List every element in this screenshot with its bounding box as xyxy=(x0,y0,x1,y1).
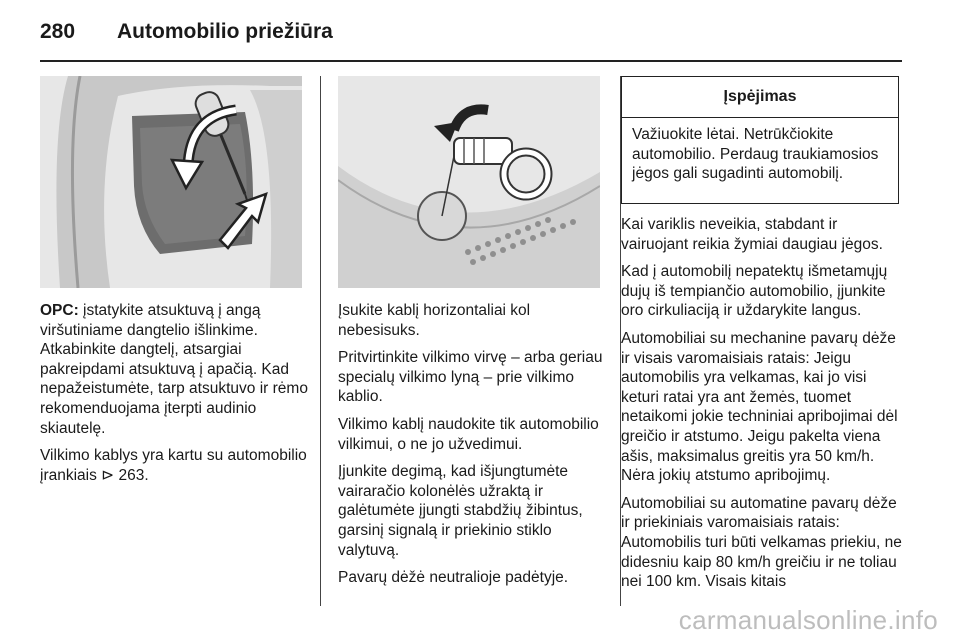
screwdriver-cover-illustration-icon xyxy=(40,76,302,288)
paragraph: Įsukite kablį horizontaliai kol nebesisuks. xyxy=(338,302,531,339)
header-rule xyxy=(40,60,902,62)
watermark: carmanualsonline.info xyxy=(678,605,938,635)
column-1 xyxy=(40,301,308,493)
paragraph: Kai variklis neveikia, stabdant ir vairuojant reikia žymiai daugiau jėgos. xyxy=(621,216,883,253)
page-ref-link[interactable]: 263. xyxy=(114,466,149,484)
figure-tow-hook xyxy=(338,76,600,288)
page-number: 280 xyxy=(40,20,76,43)
page-title: Automobilio priežiūra xyxy=(117,20,333,43)
page-ref-icon: ⊳ xyxy=(101,466,115,484)
paragraph xyxy=(40,446,308,485)
page-header xyxy=(40,14,920,54)
paragraph: Pritvirtinkite vilkimo virvę – arba geriau specialų vilkimo lyną – prie vilkimo kablio. xyxy=(338,349,603,406)
warning-body: Važiuokite lėtai. Netrūkčiokite automobilio. Perdaug traukiamosios jėgos gali sugadinti automobilį. xyxy=(632,126,879,183)
column-divider-1 xyxy=(320,76,321,606)
column-2 xyxy=(338,301,606,596)
tow-hook-location-text: Vilkimo kablys yra kartu su automobilio įrankiais xyxy=(40,447,307,484)
paragraph: Įjunkite degimą, kad išjungtumėte vairaračio kolonėlės užraktą ir galėtumėte įjungti stabdžių žibintus, garsinį signalą ir priekinio stiklo valytuvą. xyxy=(338,463,583,559)
tow-hook-illustration-icon xyxy=(338,76,600,288)
paragraph: Automobiliai su automatine pavarų dėže ir priekiniais varomaisiais ratais: Automobilis turi būti velkamas priekiu, ne didesniu kaip 80 km/h greičiu ir ne toliau nei 100 km. Visais kitais xyxy=(621,494,902,591)
column-3 xyxy=(621,215,903,600)
paragraph: Vilkimo kablį naudokite tik automobilio vilkimui, o ne jo užvedimui. xyxy=(338,415,599,453)
figure-screwdriver-cover xyxy=(40,76,302,288)
paragraph xyxy=(40,301,308,438)
paragraph: Pavarų dėžė neutralioje padėtyje. xyxy=(338,569,569,587)
warning-box xyxy=(621,76,899,204)
paragraph: Kad į automobilį nepatektų išmetamųjų dujų iš tempiančio automobilio, įjunkite oro cirkuliaciją ir uždarykite langus. xyxy=(621,263,888,320)
opc-label: OPC: xyxy=(40,302,79,319)
warning-title: Įspėjimas xyxy=(622,77,898,118)
opc-text: įstatykite atsuktuvą į angą viršutiniame dangtelio išlinkime. Atkabinkite dangtelį, atsargiai pakreipdami atsuktuvą į apačią. Kad nepažeistumėte, tarp atsuktuvo ir rėmo rekomenduojama įterpti audinio skiautelę. xyxy=(40,302,308,437)
paragraph: Automobiliai su mechanine pavarų dėže ir visais varomaisiais ratais: Jeigu automobilis yra velkamas, kai jo visi keturi ratai yra ant žemės, tuomet netaikomi jokie techniniai apribojimai dėl greičio ir atstumo. Jeigu pakelta viena ašis, maksimalus greitis yra 50 km/h. Nėra jokių atstumo apribojimų. xyxy=(621,329,898,485)
